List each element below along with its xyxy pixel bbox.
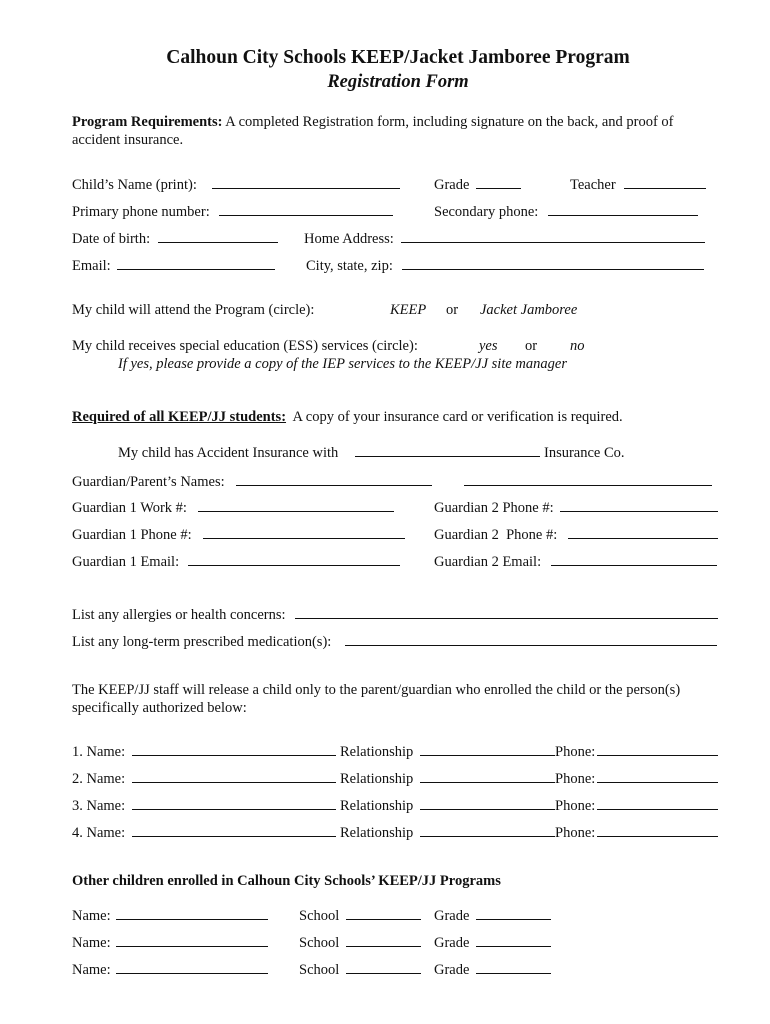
email-label: Email: [72, 258, 111, 274]
child-name-field[interactable] [212, 176, 400, 194]
release-row-4-relationship-label: Relationship [340, 825, 414, 841]
medication-field[interactable] [345, 633, 717, 651]
requirements-line-1 [72, 113, 674, 131]
other-children-heading: Other children enrolled in Calhoun City Schools’ KEEP/JJ Programs [72, 873, 501, 889]
city-state-zip-label: City, state, zip: [306, 258, 393, 274]
ess-or: or [525, 338, 538, 354]
guardian-2-phone-a-label: Guardian 2 Phone #: [434, 500, 554, 516]
guardian-1-work-label: Guardian 1 Work #: [72, 500, 187, 516]
release-text-1: The KEEP/JJ staff will release a child only to the parent/guardian who enrolled the child or the person(s) [72, 682, 681, 698]
dob-field[interactable] [158, 230, 278, 248]
release-row-2-relationship-label: Relationship [340, 771, 414, 787]
release-row-2-phone-field[interactable] [597, 770, 718, 788]
release-row-1-name-field[interactable] [132, 743, 336, 761]
release-row-1-phone-field[interactable] [597, 743, 718, 761]
guardian-2-email-label: Guardian 2 Email: [434, 554, 542, 570]
release-row-3-relationship-label: Relationship [340, 798, 414, 814]
ess-option-no[interactable]: no [570, 338, 585, 354]
other-child-3-grade-field[interactable] [476, 961, 551, 979]
guardian-1-email-field[interactable] [188, 553, 400, 571]
other-child-1-school-label: School [299, 908, 340, 924]
form-title: Calhoun City Schools KEEP/Jacket Jamboree Program [166, 47, 630, 68]
guardian-1-email-label: Guardian 1 Email: [72, 554, 180, 570]
other-child-3-name-label: Name: [72, 962, 111, 978]
medication-label: List any long-term prescribed medication(s): [72, 634, 332, 650]
iep-note: If yes, please provide a copy of the IEP services to the KEEP/JJ site manager [118, 356, 567, 372]
release-row-4-relationship-field[interactable] [420, 824, 555, 842]
release-text-2: specifically authorized below: [72, 700, 247, 716]
other-child-2-school-label: School [299, 935, 340, 951]
release-row-2-name-field[interactable] [132, 770, 336, 788]
release-row-1-relationship-label: Relationship [340, 744, 414, 760]
other-child-3-name-field[interactable] [116, 961, 268, 979]
secondary-phone-label: Secondary phone: [434, 204, 539, 220]
form-subtitle: Registration Form [327, 72, 469, 92]
release-row-3-phone-label: Phone: [555, 798, 596, 814]
requirements-text-1: A completed Registration form, including signature on the back, and proof of [222, 114, 674, 130]
home-address-field[interactable] [401, 230, 705, 248]
allergies-label: List any allergies or health concerns: [72, 607, 286, 623]
home-address-label: Home Address: [304, 231, 394, 247]
city-state-zip-field[interactable] [402, 257, 704, 275]
insurance-company-field[interactable] [355, 444, 540, 462]
insurance-required-text: A copy of your insurance card or verification is required. [286, 409, 623, 425]
other-child-3-school-field[interactable] [346, 961, 421, 979]
requirements-label: Program Requirements: [72, 114, 223, 130]
release-row-2-relationship-field[interactable] [420, 770, 555, 788]
program-option-jacket-jamboree[interactable]: Jacket Jamboree [480, 302, 578, 318]
other-child-3-grade-label: Grade [434, 962, 470, 978]
other-child-2-grade-label: Grade [434, 935, 470, 951]
release-row-2-phone-label: Phone: [555, 771, 596, 787]
grade-label: Grade [434, 177, 470, 193]
guardian-1-phone-label: Guardian 1 Phone #: [72, 527, 192, 543]
guardian-2-phone-a-field[interactable] [560, 499, 718, 517]
ess-option-yes[interactable]: yes [479, 338, 498, 354]
release-row-3-name-field[interactable] [132, 797, 336, 815]
release-row-1-name-label: 1. Name: [72, 744, 126, 760]
allergies-field[interactable] [295, 606, 718, 624]
program-option-keep[interactable]: KEEP [390, 302, 427, 318]
guardian-2-phone-b-label: Guardian 2 Phone #: [434, 527, 558, 543]
program-or: or [446, 302, 459, 318]
primary-phone-label: Primary phone number: [72, 204, 210, 220]
release-row-4-phone-field[interactable] [597, 824, 718, 842]
insurance-required-label: Required of all KEEP/JJ students: [72, 409, 287, 425]
dob-label: Date of birth: [72, 231, 151, 247]
release-row-3-relationship-field[interactable] [420, 797, 555, 815]
release-row-3-phone-field[interactable] [597, 797, 718, 815]
teacher-label: Teacher [570, 177, 616, 193]
grade-field[interactable] [476, 176, 521, 194]
release-row-1-relationship-field[interactable] [420, 743, 555, 761]
other-child-3-school-label: School [299, 962, 340, 978]
insurance-company-label: Insurance Co. [544, 445, 625, 461]
other-child-2-name-label: Name: [72, 935, 111, 951]
other-child-1-name-label: Name: [72, 908, 111, 924]
release-row-4-name-label: 4. Name: [72, 825, 126, 841]
guardian-1-phone-field[interactable] [203, 526, 405, 544]
release-row-4-name-field[interactable] [132, 824, 336, 842]
release-row-1-phone-label: Phone: [555, 744, 596, 760]
other-child-1-grade-field[interactable] [476, 907, 551, 925]
email-field[interactable] [117, 257, 275, 275]
child-name-label: Child’s Name (print): [72, 177, 197, 193]
other-child-2-name-field[interactable] [116, 934, 268, 952]
accident-insurance-label: My child has Accident Insurance with [118, 445, 339, 461]
guardian-2-name-field[interactable] [464, 473, 712, 491]
primary-phone-field[interactable] [219, 203, 393, 221]
guardian-1-name-field[interactable] [236, 473, 432, 491]
ess-label: My child receives special education (ESS) services (circle): [72, 338, 418, 354]
teacher-field[interactable] [624, 176, 706, 194]
insurance-required-line [72, 408, 623, 426]
other-child-1-grade-label: Grade [434, 908, 470, 924]
guardian-2-email-field[interactable] [551, 553, 717, 571]
release-row-2-name-label: 2. Name: [72, 771, 126, 787]
other-child-2-grade-field[interactable] [476, 934, 551, 952]
other-child-1-school-field[interactable] [346, 907, 421, 925]
other-child-2-school-field[interactable] [346, 934, 421, 952]
guardian-1-work-field[interactable] [198, 499, 394, 517]
secondary-phone-field[interactable] [548, 203, 698, 221]
release-row-4-phone-label: Phone: [555, 825, 596, 841]
release-row-3-name-label: 3. Name: [72, 798, 126, 814]
guardian-2-phone-b-field[interactable] [568, 526, 718, 544]
other-child-1-name-field[interactable] [116, 907, 268, 925]
requirements-text-2: accident insurance. [72, 132, 184, 148]
program-attend-label: My child will attend the Program (circle): [72, 302, 315, 318]
guardian-names-label: Guardian/Parent’s Names: [72, 474, 225, 490]
